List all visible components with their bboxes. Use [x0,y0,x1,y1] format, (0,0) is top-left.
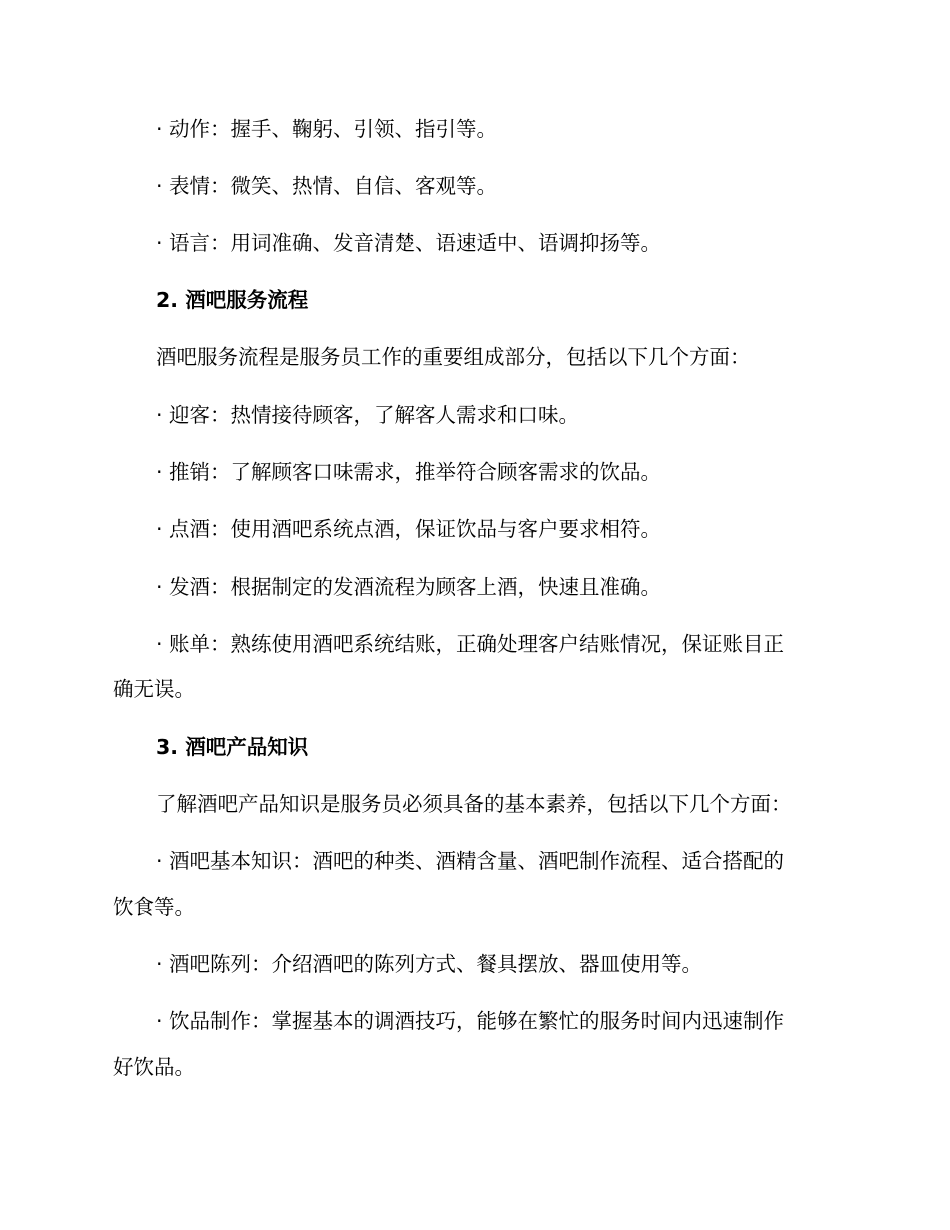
bullet-ordering: · 点酒：使用酒吧系统点酒，保证饮品与客户要求相符。 [156,517,662,541]
service-flow-intro: 酒吧服务流程是服务员工作的重要组成部分，包括以下几个方面： [156,345,751,369]
bullet-expressions: · 表情：微笑、热情、自信、客观等。 [156,174,498,198]
section-heading-product-knowledge: 3. 酒吧产品知识 [156,735,309,759]
product-knowledge-intro: 了解酒吧产品知识是服务员必须具备的基本素养，包括以下几个方面： [156,792,792,816]
bullet-basic-knowledge-continued: 饮食等。 [113,895,195,919]
bullet-billing-continued: 确无误。 [113,677,195,701]
bullet-serving: · 发酒：根据制定的发酒流程为顾客上酒，快速且准确。 [156,575,662,599]
bullet-promotion: · 推销：了解顾客口味需求，推举符合顾客需求的饮品。 [156,460,662,484]
bullet-billing: · 账单：熟练使用酒吧系统结账，正确处理客户结账情况，保证账目正 [156,632,785,656]
bullet-display: · 酒吧陈列：介绍酒吧的陈列方式、餐具摆放、器皿使用等。 [156,952,703,976]
bullet-welcome: · 迎客：热情接待顾客，了解客人需求和口味。 [156,403,580,427]
bullet-basic-knowledge: · 酒吧基本知识：酒吧的种类、酒精含量、酒吧制作流程、适合搭配的 [156,849,785,873]
bullet-drink-making: · 饮品制作：掌握基本的调酒技巧，能够在繁忙的服务时间内迅速制作 [156,1009,785,1033]
bullet-actions: · 动作：握手、鞠躬、引领、指引等。 [156,117,498,141]
bullet-drink-making-continued: 好饮品。 [113,1055,195,1079]
bullet-language: · 语言：用词准确、发音清楚、语速适中、语调抑扬等。 [156,231,662,255]
section-heading-service-flow: 2. 酒吧服务流程 [156,288,309,312]
